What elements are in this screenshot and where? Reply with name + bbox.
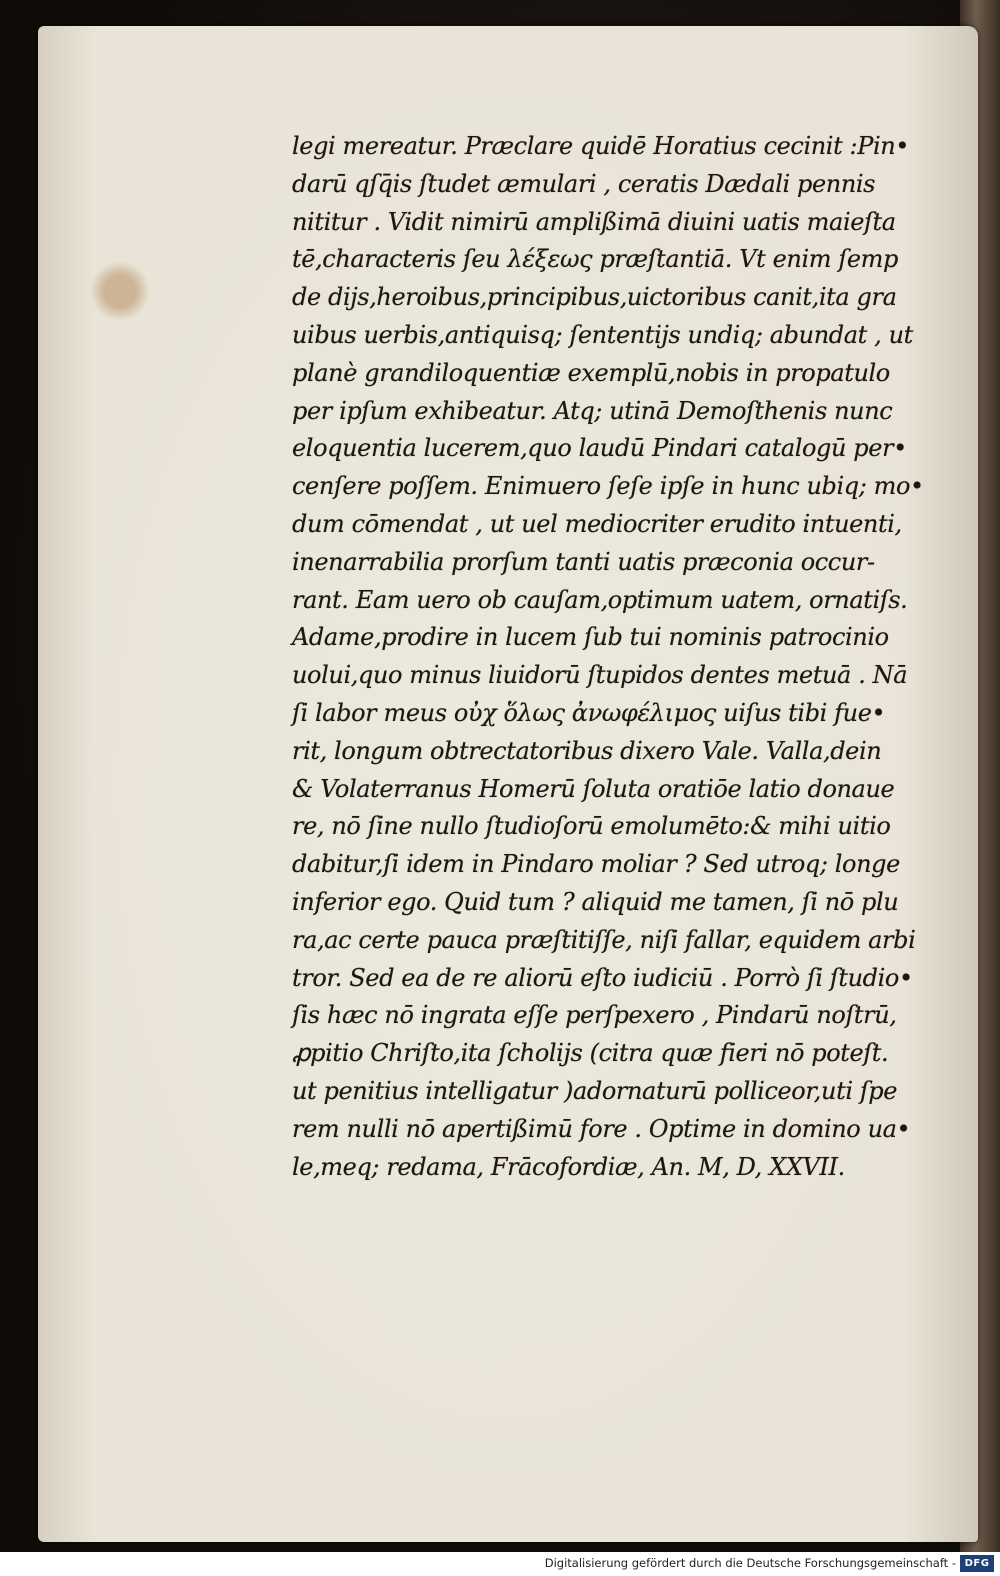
text-line: cenſere poſſem. Enimuero ſeſe ipſe in hunc ubiq; mo• bbox=[292, 472, 924, 501]
text-line: rit, longum obtrectatoribus dixero Vale. Valla,dein bbox=[292, 736, 882, 765]
text-line: eloquentia lucerem,quo laudū Pindari catalogū per• bbox=[292, 434, 907, 463]
text-line: nititur . Vidit nimirū amplißimā diuini uatis maieſta bbox=[292, 207, 896, 236]
text-line: dabitur,ſi idem in Pindaro moliar ? Sed utroq; longe bbox=[292, 850, 900, 879]
funding-notice: Digitalisierung gefördert durch die Deutsche Forschungsgemeinschaft - bbox=[544, 1556, 956, 1570]
text-line: re, nō ſine nullo ſtudioſorū emolumēto:& mihi uitio bbox=[292, 812, 891, 841]
text-line: Adame,prodire in lucem ſub tui nominis patrocinio bbox=[292, 623, 889, 652]
text-block bbox=[292, 128, 952, 1186]
text-line: planè grandiloquentiæ exemplū,nobis in propatulo bbox=[292, 358, 890, 387]
text-line: ſis hæc nō ingrata eſſe perſpexero , Pindarū noſtrū, bbox=[292, 1001, 897, 1030]
text-line: tror. Sed ea de re aliorū eſto iudiciū . Porrò ſi ſtudio• bbox=[292, 963, 913, 992]
text-line: legi mereatur. Præclare quidē Horatius cecinit :Pin• bbox=[292, 132, 910, 160]
text-line: ꝓpitio Chriſto,ita ſcholijs (citra quæ fieri nō poteſt. bbox=[292, 1039, 889, 1068]
text-line: ſi labor meus οὐχ ὅλως ἀνωφέλιμος uiſus tibi fue• bbox=[292, 698, 886, 727]
text-line: per ipſum exhibeatur. Atq; utinā Demoſthenis nunc bbox=[292, 396, 893, 425]
dfg-logo: DFG bbox=[960, 1555, 994, 1572]
text-line: darū qſq̄is ſtudet æmulari , ceratis Dædali pennis bbox=[292, 169, 876, 198]
text-line: uibus uerbis,antiquisq; ſententijs undiq; abundat , ut bbox=[292, 320, 913, 349]
text-line: inferior ego. Quid tum ? aliquid me tamen, ſi nō plu bbox=[292, 887, 899, 916]
text-line: rem nulli nō apertißimū fore . Optime in domino ua• bbox=[292, 1114, 911, 1143]
text-line: le,meq; redama, Frācofordiæ, An. M, D, XXVII. bbox=[292, 1152, 845, 1181]
text-line: & Volaterranus Homerū ſoluta oratiōe latio donaue bbox=[292, 774, 895, 803]
text-line: ut penitius intelligatur )adornaturū polliceor,uti ſpe bbox=[292, 1076, 898, 1105]
text-line: dum cōmendat , ut uel mediocriter erudito intuenti, bbox=[292, 509, 902, 538]
text-line: ra,ac certe pauca præſtitiſſe, niſi fallar, equidem arbi bbox=[292, 925, 916, 954]
text-line: tē,characteris ſeu λέξεως præſtantiā. Vt enim ſemp bbox=[292, 245, 898, 274]
text-line: inenarrabilia prorſum tanti uatis præconia occur- bbox=[292, 547, 875, 576]
text-line: uolui,quo minus liuidorū ſtupidos dentes metuā . Nā bbox=[292, 661, 908, 690]
text-line: de dijs,heroibus,principibus,uictoribus canit,ita gra bbox=[292, 283, 897, 312]
book-page bbox=[38, 26, 978, 1542]
footer-bar bbox=[0, 1552, 1000, 1576]
text-line: rant. Eam uero ob cauſam,optimum uatem, ornatiſs. bbox=[292, 585, 908, 614]
